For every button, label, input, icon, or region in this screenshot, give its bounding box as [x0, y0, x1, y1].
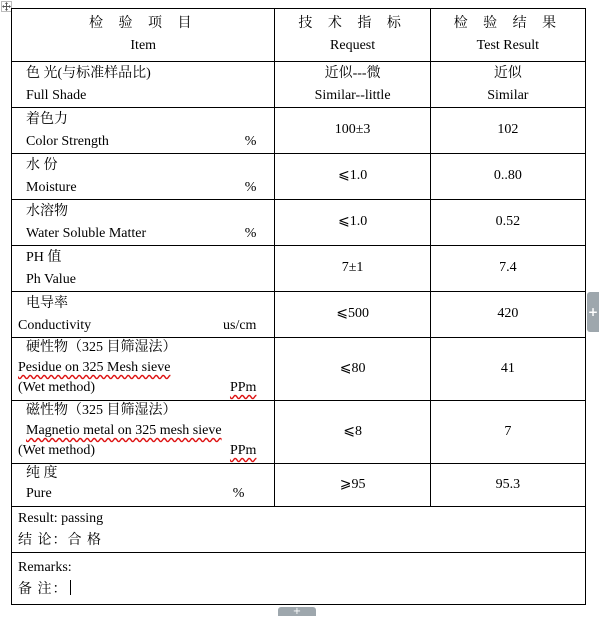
request-cell[interactable]: [275, 338, 430, 401]
item-en: Full Shade: [26, 88, 87, 103]
item-en: Ph Value: [26, 272, 76, 287]
request-value: ⩽1.0: [337, 168, 368, 183]
item-unit: %: [232, 486, 245, 501]
request-cell[interactable]: [275, 292, 430, 338]
item-cell[interactable]: [12, 154, 275, 200]
result-value: 0..80: [493, 168, 522, 183]
header-request-en: Request: [330, 38, 376, 53]
item-unit: PPm: [229, 443, 257, 458]
request-value: ⩽500: [336, 306, 369, 321]
result-value: 0.52: [495, 214, 521, 229]
request-cell[interactable]: [275, 200, 430, 246]
item-en-method: (Wet method): [18, 443, 96, 458]
add-row-button[interactable]: +: [278, 607, 316, 616]
item-en: Pesidue on 325 Mesh sieve: [18, 360, 171, 375]
result-en: Result: passing: [18, 511, 104, 526]
item-cell[interactable]: [12, 108, 275, 154]
header-request-cell[interactable]: [275, 9, 430, 62]
item-cn: PH 值: [26, 250, 62, 265]
result-en: Similar: [487, 88, 529, 103]
table-row: [12, 108, 586, 154]
item-cell[interactable]: [12, 401, 275, 464]
remarks-cell[interactable]: [12, 553, 586, 605]
table-row: [12, 200, 586, 246]
item-cn: 磁性物（325 目筛湿法）: [26, 403, 177, 418]
result-value: 7.4: [499, 260, 517, 275]
result-cell[interactable]: [430, 338, 585, 401]
result-cell[interactable]: [12, 507, 586, 553]
result-cell[interactable]: [430, 200, 585, 246]
request-value: ⩽80: [339, 360, 366, 376]
request-value: 100±3: [334, 122, 371, 137]
item-en: Moisture: [26, 180, 77, 195]
header-result-cell[interactable]: [430, 9, 585, 62]
request-cell[interactable]: [275, 154, 430, 200]
remarks-cn: 备 注：: [18, 582, 68, 597]
item-cn: 纯 度: [26, 466, 58, 481]
item-cn: 色 光(与标准样品比): [26, 66, 151, 81]
result-cell[interactable]: [430, 464, 585, 507]
text-cursor: [70, 580, 71, 595]
item-en: Magnetio metal on 325 mesh sieve: [26, 423, 222, 438]
item-cell[interactable]: [12, 464, 275, 507]
result-cell[interactable]: [430, 62, 585, 108]
header-result-cn: 检 验 结 果: [453, 16, 563, 31]
result-cell[interactable]: [430, 154, 585, 200]
result-cn: 结 论：合 格: [18, 533, 102, 548]
table-row: [12, 338, 586, 401]
result-value: 102: [497, 122, 519, 137]
result-cell[interactable]: [430, 401, 585, 464]
request-cn: 近似---微: [324, 66, 381, 81]
item-cell[interactable]: [12, 200, 275, 246]
result-cell[interactable]: [430, 246, 585, 292]
table-row: [12, 292, 586, 338]
request-cell[interactable]: [275, 62, 430, 108]
request-en: Similar--little: [314, 88, 391, 103]
header-item-cn: 检 验 项 目: [88, 16, 198, 31]
item-cell[interactable]: [12, 246, 275, 292]
item-cell[interactable]: [12, 62, 275, 108]
item-cn: 水溶物: [26, 204, 68, 219]
header-item-en: Item: [130, 38, 157, 53]
header-request-cn: 技 术 指 标: [298, 16, 407, 31]
item-cell[interactable]: [12, 292, 275, 338]
table-row: [12, 401, 586, 464]
result-value: 41: [500, 360, 515, 376]
item-cn: 水 份: [26, 158, 58, 173]
result-value: 7: [504, 423, 512, 439]
remarks-en: Remarks:: [18, 560, 72, 575]
request-value: 7±1: [341, 260, 364, 275]
item-unit: %: [244, 134, 257, 149]
item-en: Pure: [26, 486, 52, 501]
result-cn: 近似: [493, 66, 522, 81]
request-cell[interactable]: [275, 464, 430, 507]
item-en: Color Strength: [26, 134, 109, 149]
item-en: Conductivity: [18, 318, 92, 333]
table-row: [12, 464, 586, 507]
result-row: [12, 507, 586, 553]
request-value: ⩾95: [339, 476, 366, 492]
result-cell[interactable]: [430, 292, 585, 338]
table-row: [12, 62, 586, 108]
item-cn: 硬性物（325 目筛湿法）: [26, 340, 177, 355]
item-cn: 电导率: [26, 296, 68, 311]
item-cell[interactable]: [12, 338, 275, 401]
result-value: 420: [497, 306, 519, 321]
table-row: [12, 246, 586, 292]
table-row: [12, 154, 586, 200]
item-unit: %: [244, 180, 257, 195]
item-unit: %: [244, 226, 257, 241]
item-en: Water Soluble Matter: [26, 226, 147, 241]
request-value: ⩽1.0: [337, 214, 368, 229]
request-cell[interactable]: [275, 401, 430, 464]
header-result-en: Test Result: [476, 38, 540, 53]
result-value: 95.3: [495, 476, 521, 492]
result-cell[interactable]: [430, 108, 585, 154]
add-column-button[interactable]: +: [587, 292, 599, 332]
spec-table: [11, 8, 586, 605]
request-cell[interactable]: [275, 108, 430, 154]
header-item-cell[interactable]: [12, 9, 275, 62]
item-unit: PPm: [229, 380, 257, 395]
item-unit: us/cm: [223, 318, 257, 333]
item-cn: 着色力: [26, 112, 68, 127]
request-value: ⩽8: [343, 423, 362, 439]
table-header-row: [12, 9, 586, 62]
item-en-method: (Wet method): [18, 380, 96, 395]
request-cell[interactable]: [275, 246, 430, 292]
remarks-row: [12, 553, 586, 605]
